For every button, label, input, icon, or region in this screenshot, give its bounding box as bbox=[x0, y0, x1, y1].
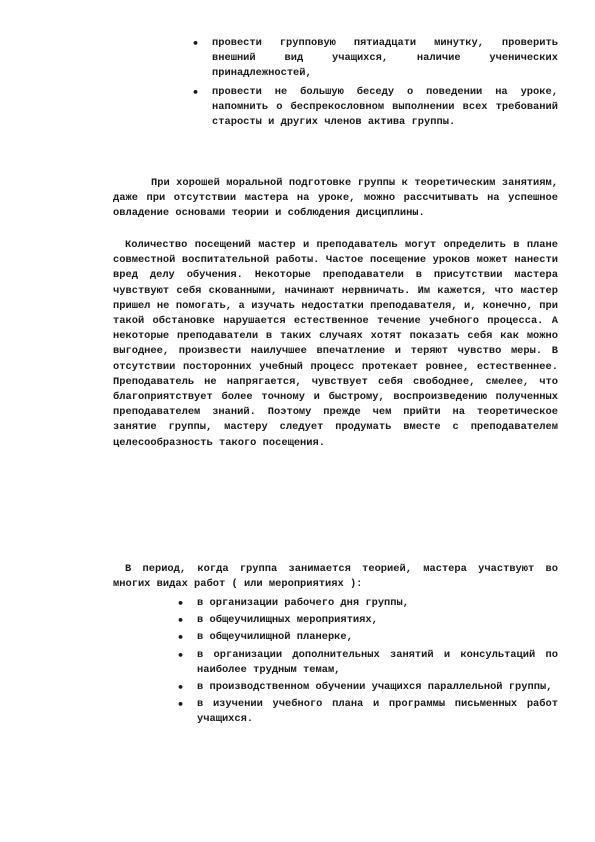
bullet-list-top bbox=[212, 36, 558, 133]
list-item: • в общеучилищной планерке, bbox=[197, 630, 558, 645]
list-item: • в производственном обучении учащихся параллельной группы, bbox=[197, 680, 558, 695]
list-item: • в изучении учебного плана и программы письменных работ учащихся. bbox=[197, 697, 558, 727]
paragraph-visits: Количество посещений мастер и преподаватель могут определить в плане совместной воспитательной работы. Частое посещение уроков может нанести вред делу обучения. Некоторые преподаватели в присутствии мастера чувствуют себя скованными, начинают нервничать. Им кажется, что мастер пришел не помогать, а изучать недостатки преподавателя, и, конечно, при такой обстановке нарушается естественное течение учебного процесса. А некоторые преподаватели в таких случаях хотят показать себя как можно выгоднее, произвести наилучшее впечатление и теряют чувство меры. В отсутствии посторонних учебный процесс протекает ровнее, естественнее. Преподаватель не напрягается, чувствует себя свободнее, смелее, что благоприятствует более точному и быстрому, воспроизведению полученных преподавателем знаний. Поэтому прежде чем прийти на теоретическое занятие группы, мастеру следует продумать вместе с преподавателем целесообразность такого посещения. bbox=[113, 239, 558, 449]
list-item: • в организации рабочего дня группы, bbox=[197, 596, 558, 611]
list-item: • провести групповую пятиадцати минутку, проверить внешний вид учащихся, наличие ученических принадлежностей, bbox=[212, 36, 558, 82]
paragraph-theory-period: В период, когда группа занимается теорией, мастера участвуют во многих видах работ ( или мероприятиях ): bbox=[113, 563, 558, 591]
bullet-list-bottom bbox=[197, 596, 558, 730]
list-item: • в общеучилищных мероприятиях, bbox=[197, 613, 558, 628]
paragraph-moral-preparation: При хорошей моральной подготовке группы к теоретическим занятиям, даже при отсутствии мастера на уроке, можно рассчитывать на успешное овладение основами теории и соблюдения дисциплины. bbox=[113, 177, 558, 220]
list-item: • провести не большую беседу о поведении на уроке, напомнить о беспрекословном выполнении всех требований старосты и других членов актива группы. bbox=[212, 85, 558, 131]
list-item: • в организации дополнительных занятий и консультаций по наиболее трудным темам, bbox=[197, 648, 558, 678]
